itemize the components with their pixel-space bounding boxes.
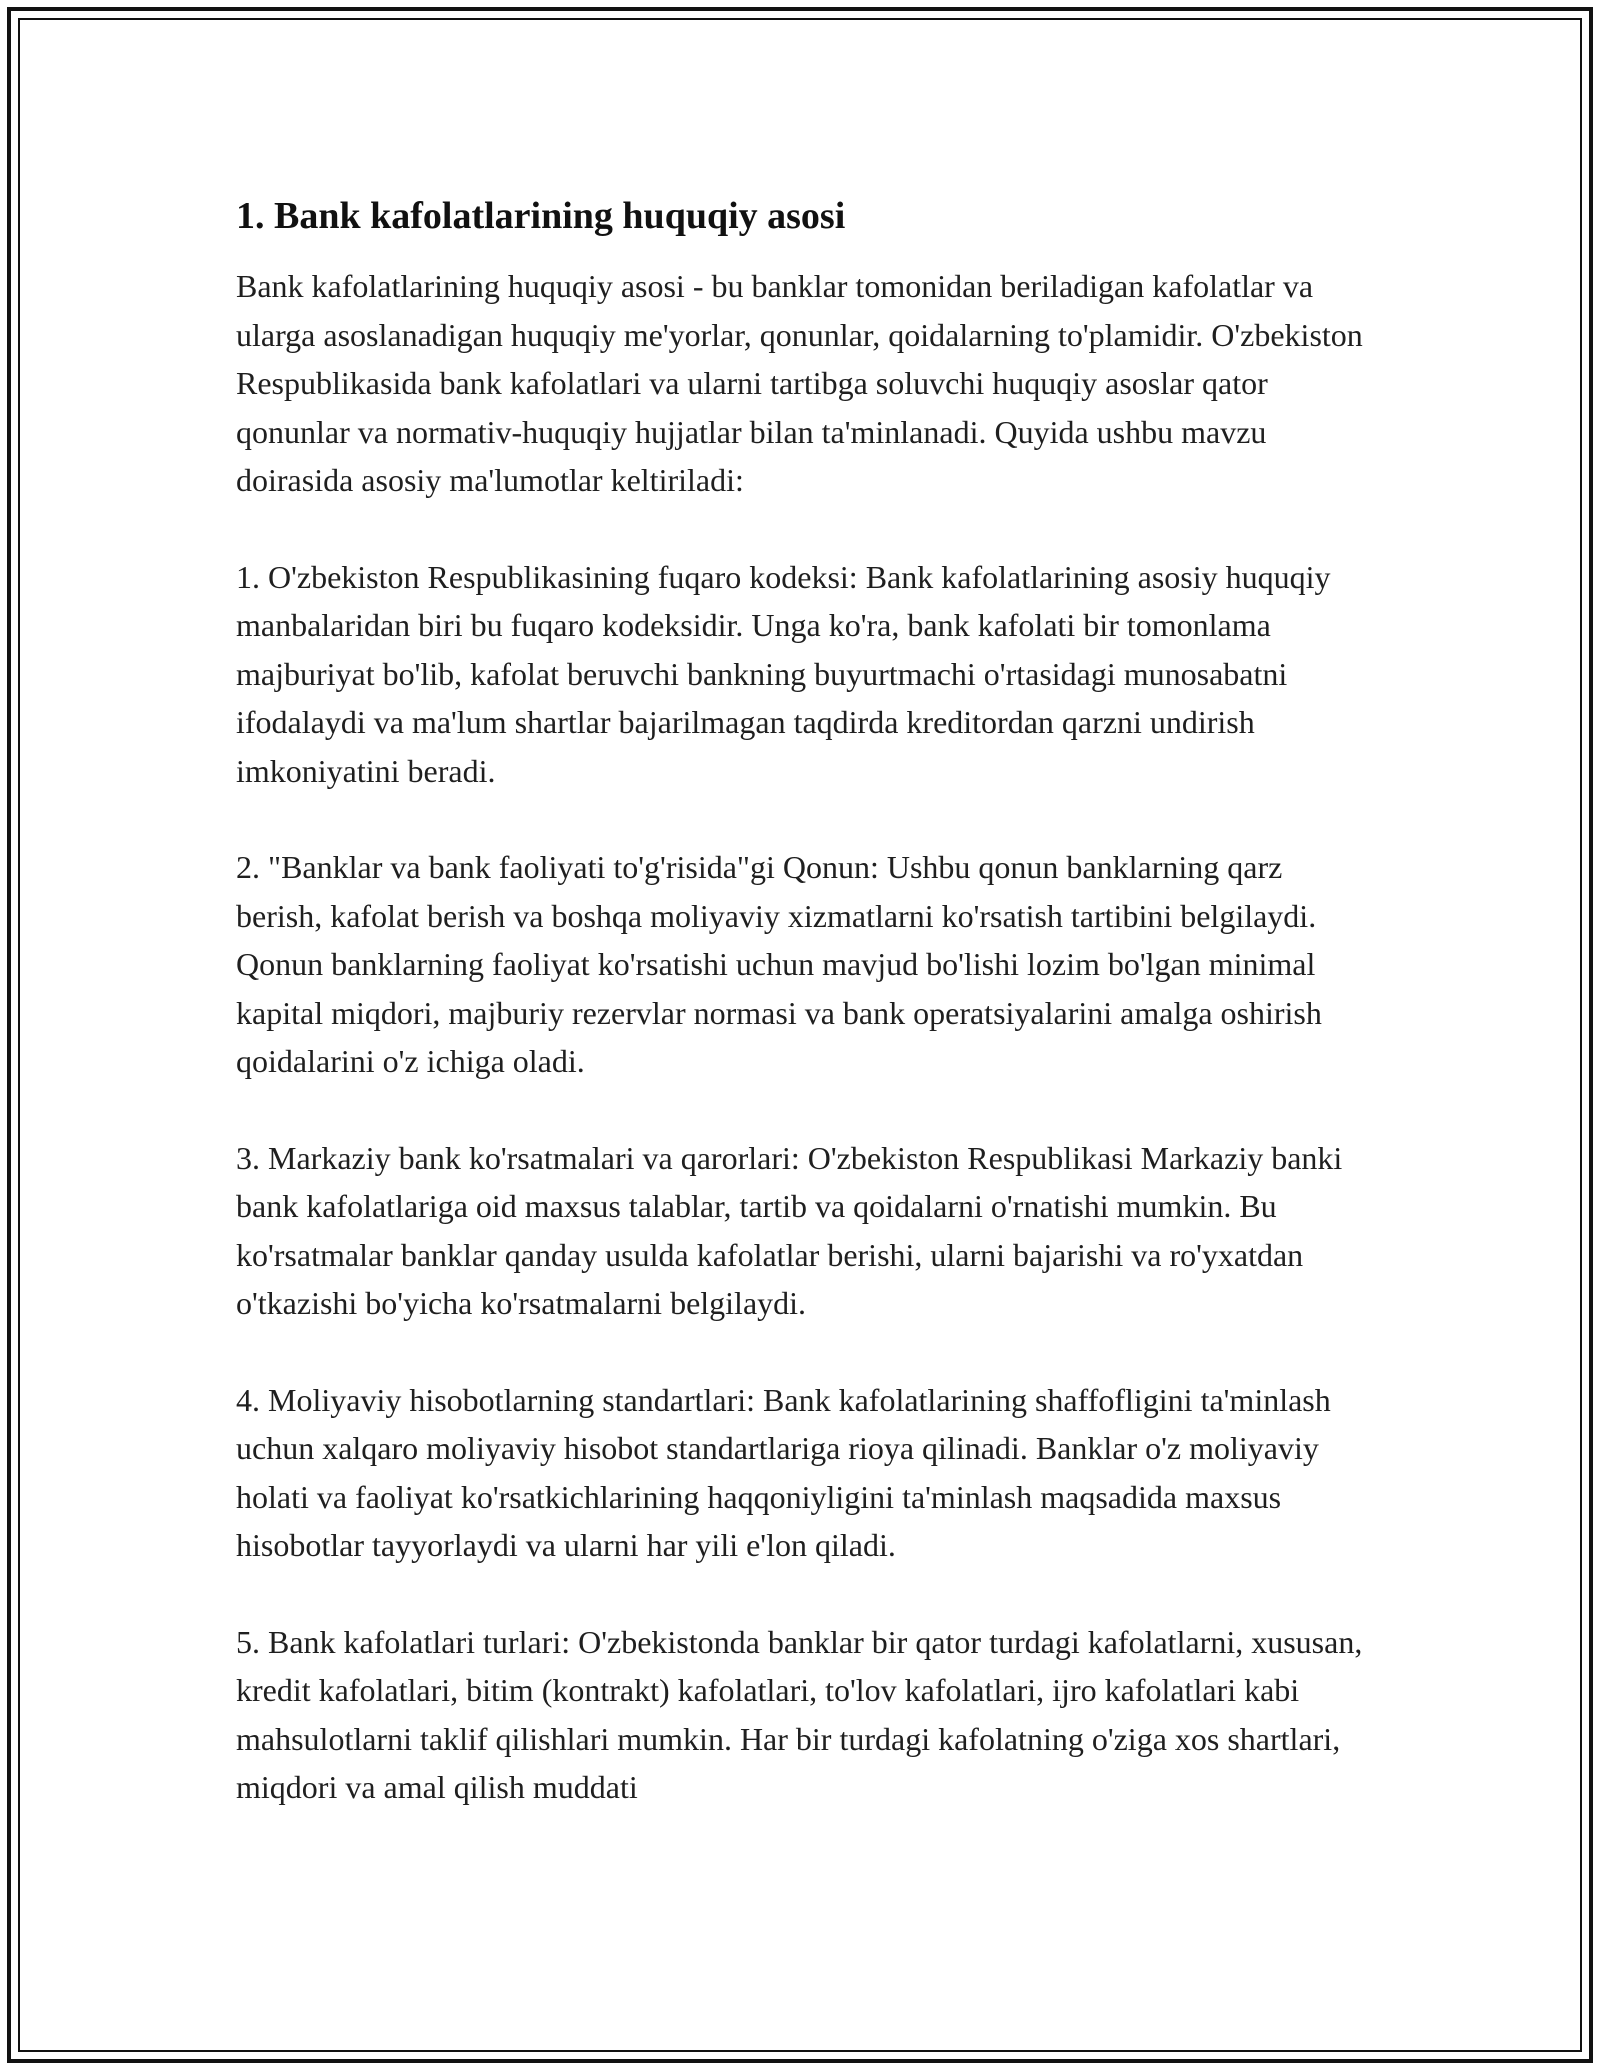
list-item-civil-code: 1. O'zbekiston Respublikasining fuqaro kodeksi: Bank kafolatlarining asosiy huquqiy manbalaridan biri bu fuqaro kodeksidir. Unga ko'ra, bank kafolati bir tomonlama majburiyat bo'lib, kafolat beruvchi bankning buyurtmachi o'rtasidagi munosabatni ifodalaydi va ma'lum shartlar bajarilmagan taqdirda kreditordan qarzni undirish imkoniyatini beradi.: [236, 558, 1331, 789]
list-item-guarantee-types: 5. Bank kafolatlari turlari: O'zbekistonda banklar bir qator turdagi kafolatlarni, xususan, kredit kafolatlari, bitim (kontrakt) kafolatlari, to'lov kafolatlari, ijro kafolatlari kabi mahsulotlarni taklif qilishlari mumkin. Har bir turdagi kafolatning o'ziga xos shartlari, miqdori va amal qilish muddati: [236, 1623, 1363, 1805]
list-item-financial-reporting: 4. Moliyaviy hisobotlarning standartlari: Bank kafolatlarining shaffofligini ta'minlash uchun xalqaro moliyaviy hisobot standartlariga rioya qilinadi. Banklar o'z moliyaviy holati va faoliyat ko'rsatkichlarining haqqoniyligini ta'minlash maqsadida maxsus hisobotlar tayyorlaydi va ularni har yili e'lon qiladi.: [236, 1381, 1331, 1563]
list-item-banking-law: 2. "Banklar va bank faoliyati to'g'risida"gi Qonun: Ushbu qonun banklarning qarz berish, kafolat berish va boshqa moliyaviy xizmatlarni ko'rsatish tartibini belgilaydi. Qonun banklarning faoliyat ko'rsatishi uchun mavjud bo'lishi lozim bo'lgan minimal kapital miqdori, majburiy rezervlar normasi va bank operatsiyalarini amalga oshirish qoidalarini o'z ichiga oladi.: [236, 849, 1322, 1079]
section-title: 1. Bank kafolatlarining huquqiy asosi: [236, 195, 846, 237]
intro-paragraph: Bank kafolatlarining huquqiy asosi - bu banklar tomonidan beriladigan kafolatlar va ularga asoslanadigan huquqiy me'yorlar, qonunlar, qoidalarning to'plamidir. O'zbekiston Respublikasida bank kafolatlari va ularni tartibga soluvchi huquqiy asoslar qator qonunlar va normativ-huquqiy hujjatlar bilan ta'minlanadi. Quyida ushbu mavzu doirasida asosiy ma'lumotlar keltiriladi:: [236, 268, 1363, 498]
list-item-central-bank: 3. Markaziy bank ko'rsatmalari va qarorlari: O'zbekiston Respublikasi Markaziy banki bank kafolatlariga oid maxsus talablar, tartib va qoidalarni o'rnatishi mumkin. Bu ko'rsatmalar banklar qanday usulda kafolatlar berishi, ularni bajarishi va ro'yxatdan o'tkazishi bo'yicha ko'rsatmalarni belgilaydi.: [236, 1139, 1343, 1321]
document-body: [236, 190, 1376, 1812]
